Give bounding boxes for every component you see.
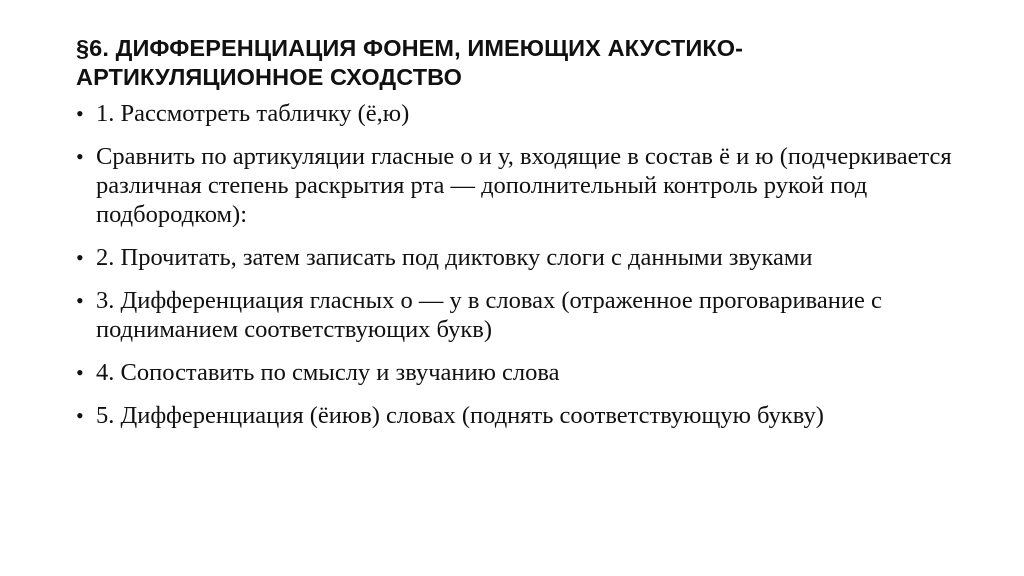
bullet-text: 2. Прочитать, затем записать под диктовку слоги с данными звуками (96, 244, 813, 271)
bullet-item-1 (76, 99, 976, 128)
bullet-icon: • (76, 360, 84, 385)
bullet-text: 3. Дифференциация гласных о — у в словах (отраженное проговаривание с подниманием соответствующих букв) (96, 287, 882, 343)
bullet-item-5 (76, 358, 976, 387)
bullet-text: 5. Дифференциация (ёиюв) словах (поднять соответствующую букву) (96, 402, 824, 429)
bullet-item-6 (76, 401, 976, 430)
slide-title: §6. ДИФФЕРЕНЦИАЦИЯ ФОНЕМ, ИМЕЮЩИХ АКУСТИКО-АРТИКУЛЯЦИОННОЕ СХОДСТВО (76, 35, 744, 90)
bullet-text: 1. Рассмотреть табличку (ё,ю) (96, 100, 410, 127)
bullet-list (76, 99, 976, 444)
bullet-icon: • (76, 245, 84, 270)
bullet-icon: • (76, 144, 84, 169)
bullet-text: Сравнить по артикуляции гласные о и у, входящие в состав ё и ю (подчеркивается различная степень раскрытия рта — дополнительный контроль рукой под подбородком): (96, 143, 952, 228)
bullet-icon: • (76, 403, 84, 428)
bullet-icon: • (76, 101, 84, 126)
bullet-icon: • (76, 288, 84, 313)
bullet-item-3 (76, 243, 976, 272)
bullet-item-2 (76, 142, 976, 229)
bullet-item-4 (76, 286, 976, 344)
bullet-text: 4. Сопоставить по смыслу и звучанию слова (96, 359, 560, 386)
